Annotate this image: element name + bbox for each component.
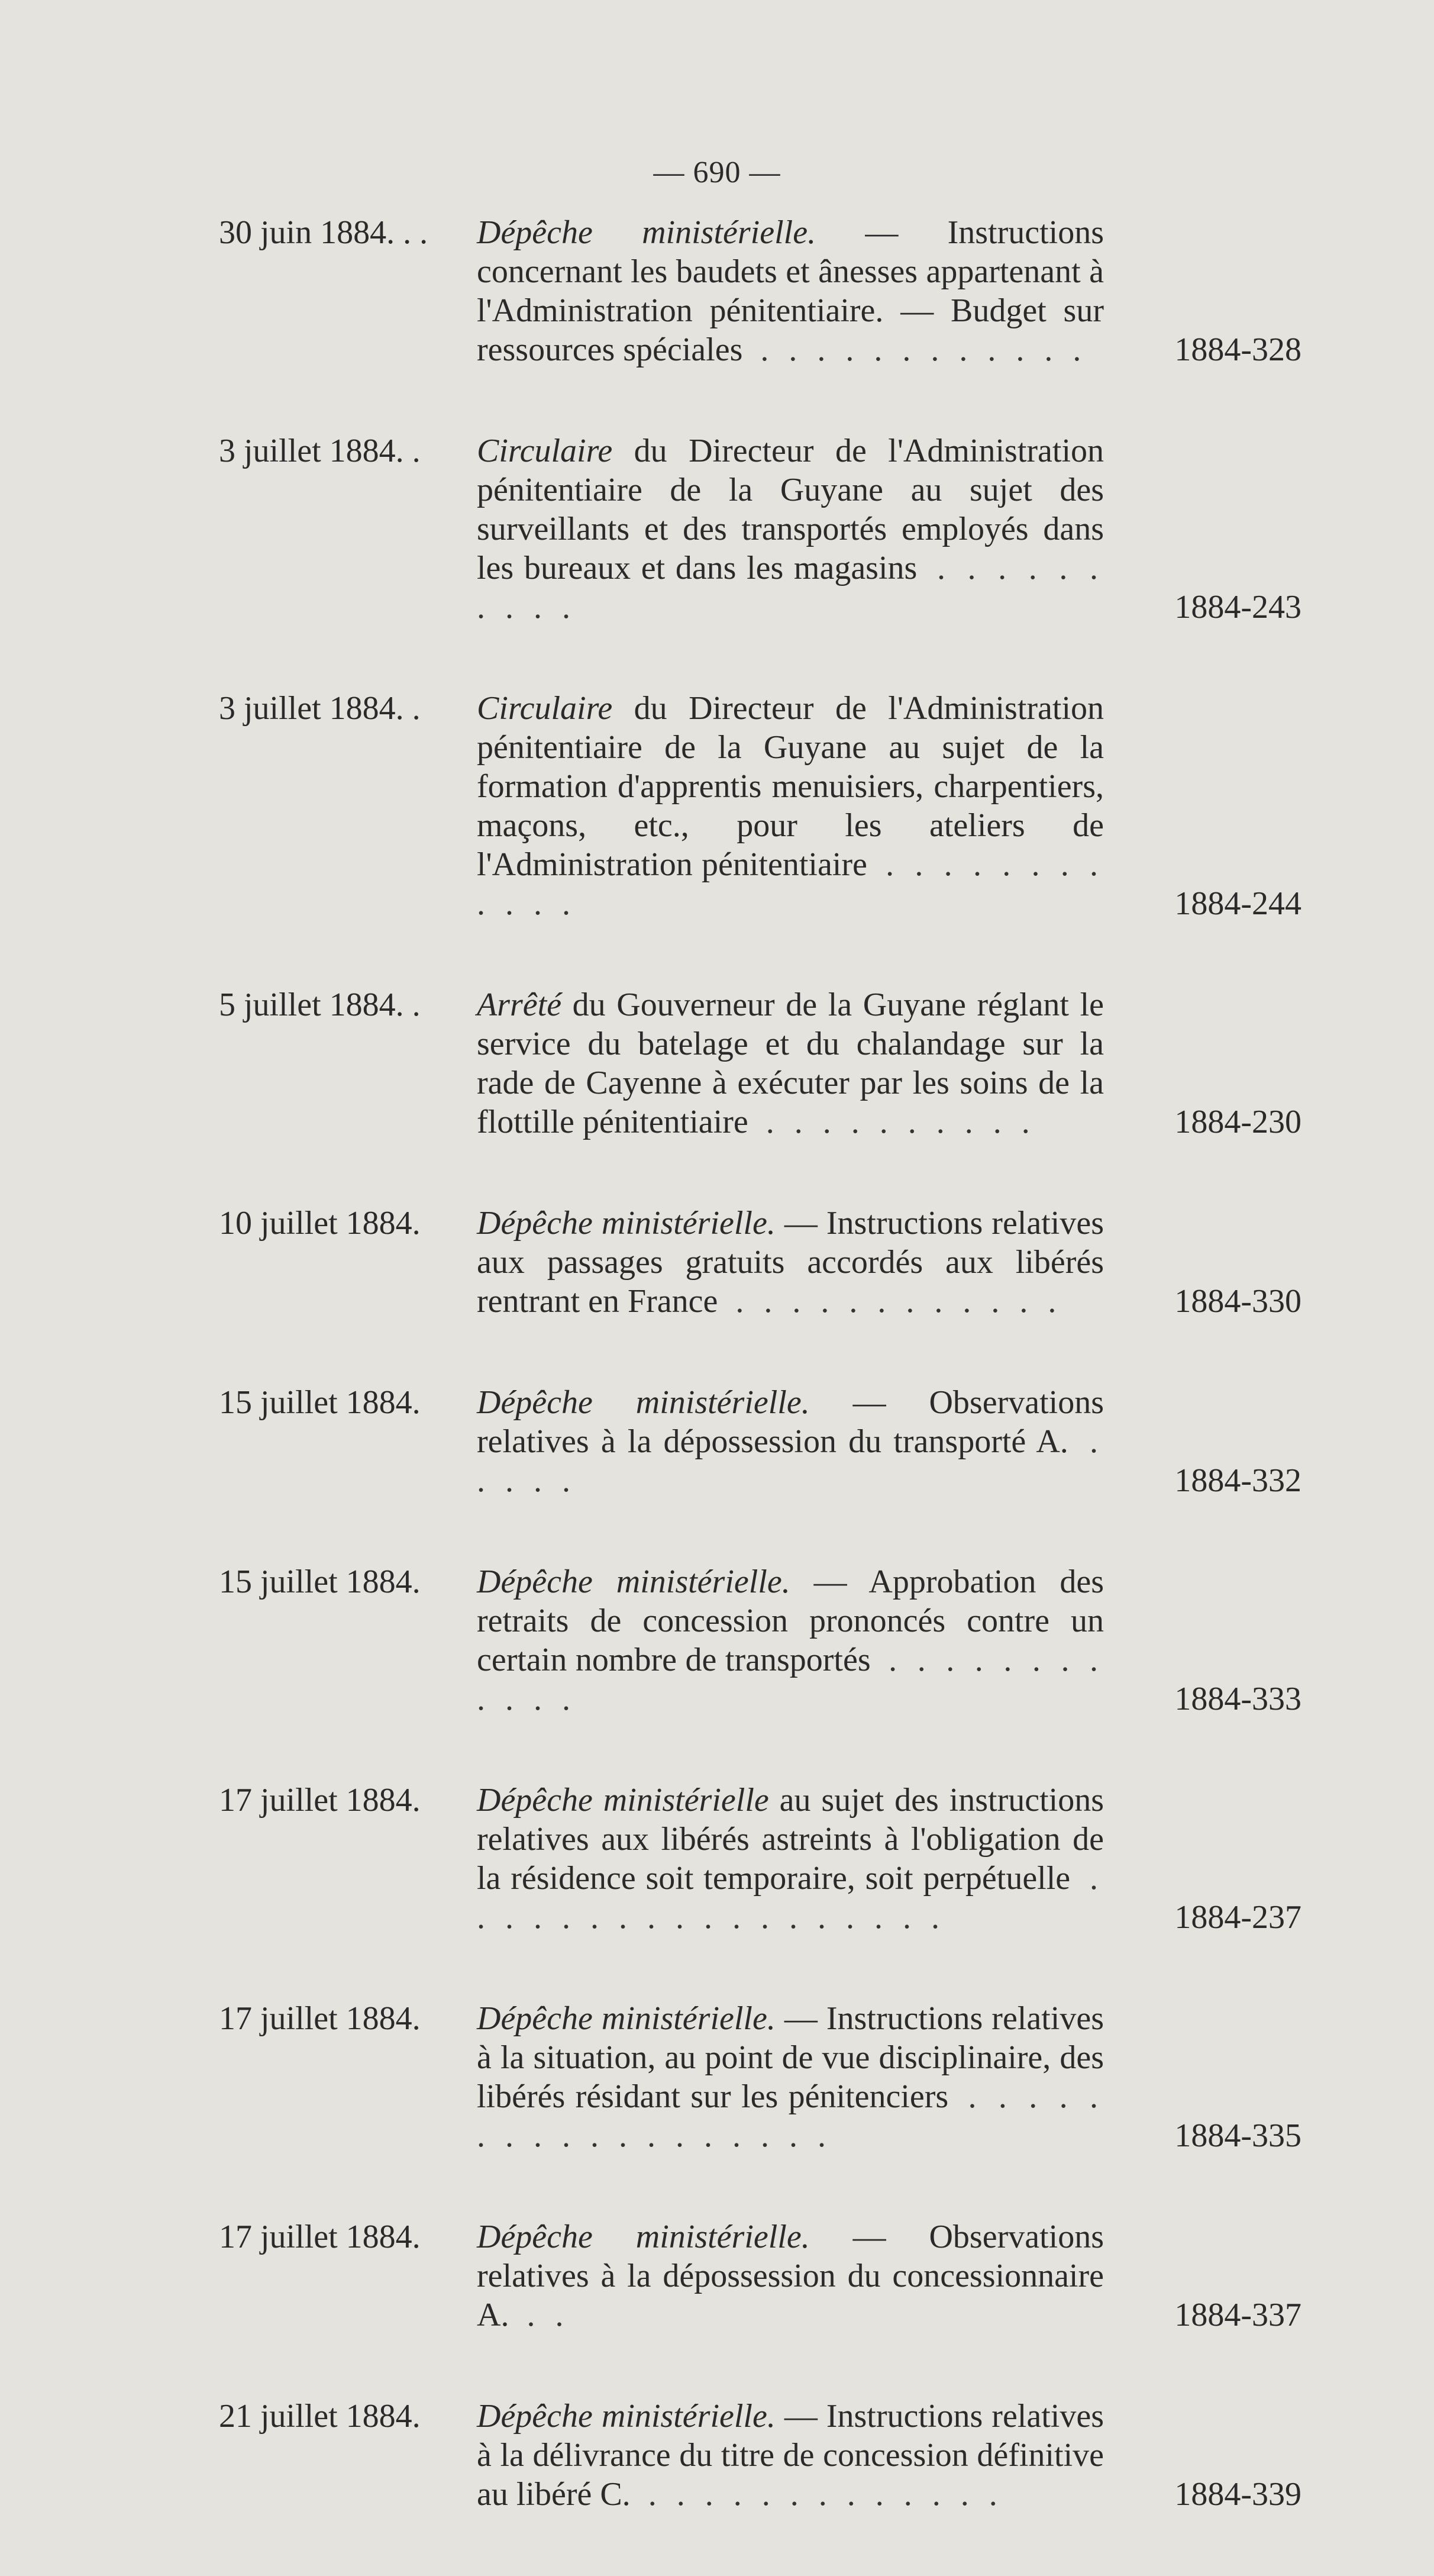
entry-title: Dépêche ministérielle. xyxy=(477,2219,810,2255)
entry-date: 15 juillet 1884. xyxy=(219,1563,421,1600)
entry-text: Dépêche ministérielle. — Instructions concernant les baudets et ânesses appartenant à l'Administration pénitentiaire. — Budget sur ressources spéciales . . . . . . . . . . . . xyxy=(477,214,1104,368)
list-item xyxy=(219,1781,1301,1937)
entry-text: Dépêche ministérielle. — Observations relatives à la dépossession du transporté A. . . . . . xyxy=(477,1384,1104,1499)
entry-date: 5 juillet 1884. . xyxy=(219,986,421,1023)
list-item xyxy=(219,1562,1301,1719)
entry-reference: 1884-244 xyxy=(1174,885,1301,922)
entry-text: Dépêche ministérielle. — Instructions relatives aux passages gratuits accordés aux libérés rentrant en France . . . . . . . . . . . . xyxy=(477,1205,1104,1320)
entry-reference: 1884-332 xyxy=(1174,1462,1301,1499)
entry-date: 15 juillet 1884. xyxy=(219,1384,421,1421)
entry-title: Dépêche ministérielle. xyxy=(477,1205,776,1242)
entry-date: 3 juillet 1884. . xyxy=(219,690,421,727)
entry-reference: 1884-337 xyxy=(1174,2297,1301,2333)
entry-date: 21 juillet 1884. xyxy=(219,2398,421,2435)
entry-date: 17 juillet 1884. xyxy=(219,1782,421,1819)
entry-text: Dépêche ministérielle. — Instructions relatives à la délivrance du titre de concession définitive au libéré C. . . . . . . . . . . . . . xyxy=(477,2398,1104,2513)
entry-title: Dépêche ministérielle. xyxy=(477,2000,776,2037)
entry-text: Arrêté du Gouverneur de la Guyane réglant le service du batelage et du chalandage sur la rade de Cayenne à exécuter par les soins de la flottille pénitentiaire . . . . . . . . . . xyxy=(477,986,1104,1140)
entry-title: Dépêche ministérielle. xyxy=(477,214,816,251)
entry-date: 3 juillet 1884. . xyxy=(219,433,421,469)
entry-description: au sujet des instructions relatives aux libérés astreints à l'obligation de la résidence soit temporaire, soit perpétuelle xyxy=(477,1782,1104,1897)
entry-reference: 1884-335 xyxy=(1174,2117,1301,2154)
entry-description: du Gouverneur de la Guyane réglant le service du batelage et du chalandage sur la rade de Cayenne à exécuter par les soins de la flottille pénitentiaire xyxy=(477,986,1104,1140)
entry-reference: 1884-333 xyxy=(1174,1681,1301,1717)
page-number: — 690 — xyxy=(653,156,781,189)
entry-text: Dépêche ministérielle. — Observations relatives à la dépossession du concessionnaire A. . . xyxy=(477,2219,1104,2333)
entry-text: Circulaire du Directeur de l'Administration pénitentiaire de la Guyane au sujet des surveillants et des transportés employés dans les bureaux et dans les magasins . . . . . . . . . . xyxy=(477,433,1104,626)
entry-text: Circulaire du Directeur de l'Administration pénitentiaire de la Guyane au sujet de la formation d'apprentis menuisiers, charpentiers, maçons, etc., pour les ateliers de l'Administration pénitentiaire . . . . . . . . . . . . xyxy=(477,690,1104,922)
list-item xyxy=(219,2217,1301,2335)
entry-description: — Observations relatives à la dépossession du transporté A. xyxy=(477,1384,1104,1460)
entry-description: du Directeur de l'Administration pénitentiaire de la Guyane au sujet des surveillants et des transportés employés dans les bureaux et dans les magasins xyxy=(477,433,1104,586)
entry-reference: 1884-237 xyxy=(1174,1899,1301,1936)
entry-description: — Approbation des retraits de concession prononcés contre un certain nombre de transportés xyxy=(477,1563,1104,1678)
entry-date: 17 juillet 1884. xyxy=(219,2000,421,2037)
list-item xyxy=(219,1204,1301,1321)
entry-description: — Instructions relatives à la délivrance du titre de concession définitive au libéré C. xyxy=(477,2398,1104,2513)
entry-title: Arrêté xyxy=(477,986,562,1023)
entry-text: Dépêche ministérielle. — Approbation des retraits de concession prononcés contre un certain nombre de transportés . . . . . . . . . . . . xyxy=(477,1563,1104,1717)
entry-description: — Observations relatives à la dépossession du concessionnaire A. xyxy=(477,2219,1104,2333)
entry-title: Dépêche ministérielle. xyxy=(477,2398,776,2435)
entry-date: 30 juin 1884. . . xyxy=(219,214,428,251)
entry-title: Circulaire xyxy=(477,433,613,469)
entry-text: Dépêche ministérielle. — Instructions relatives à la situation, au point de vue disciplinaire, des libérés résidant sur les pénitenciers . . . . . . . . . . . . . . . . . . xyxy=(477,2000,1104,2154)
entry-reference: 1884-330 xyxy=(1174,1283,1301,1320)
entry-title: Circulaire xyxy=(477,690,613,727)
list-item xyxy=(219,2397,1301,2514)
list-item xyxy=(219,689,1301,923)
list-item xyxy=(219,213,1301,369)
entry-description: — Instructions relatives à la situation, au point de vue disciplinaire, des libérés résidant sur les pénitenciers xyxy=(477,2000,1104,2115)
entry-title: Dépêche ministérielle. xyxy=(477,1384,810,1421)
entry-reference: 1884-328 xyxy=(1174,331,1301,368)
list-item xyxy=(219,431,1301,627)
entry-description: du Directeur de l'Administration pénitentiaire de la Guyane au sujet de la formation d'apprentis menuisiers, charpentiers, maçons, etc., pour les ateliers de l'Administration pénitentiaire xyxy=(477,690,1104,883)
list-item xyxy=(219,1383,1301,1500)
entry-description: — Instructions concernant les baudets et ânesses appartenant à l'Administration pénitentiaire. — Budget sur ressources spéciales xyxy=(477,214,1104,368)
list-item xyxy=(219,1999,1301,2155)
list-item xyxy=(219,985,1301,1142)
entry-description: — Instructions relatives aux passages gratuits accordés aux libérés rentrant en France xyxy=(477,1205,1104,1320)
entry-list xyxy=(219,213,1301,2576)
entry-reference: 1884-339 xyxy=(1174,2476,1301,2513)
entry-date: 17 juillet 1884. xyxy=(219,2219,421,2255)
entry-title: Dépêche ministérielle xyxy=(477,1782,769,1819)
entry-title: Dépêche ministérielle. xyxy=(477,1563,790,1600)
entry-reference: 1884-243 xyxy=(1174,589,1301,626)
entry-text: Dépêche ministérielle au sujet des instructions relatives aux libérés astreints à l'obligation de la résidence soit temporaire, soit perpétuelle . . . . . . . . . . . . . . . . . . xyxy=(477,1782,1104,1936)
entry-date: 10 juillet 1884. xyxy=(219,1205,421,1242)
entry-reference: 1884-230 xyxy=(1174,1104,1301,1140)
